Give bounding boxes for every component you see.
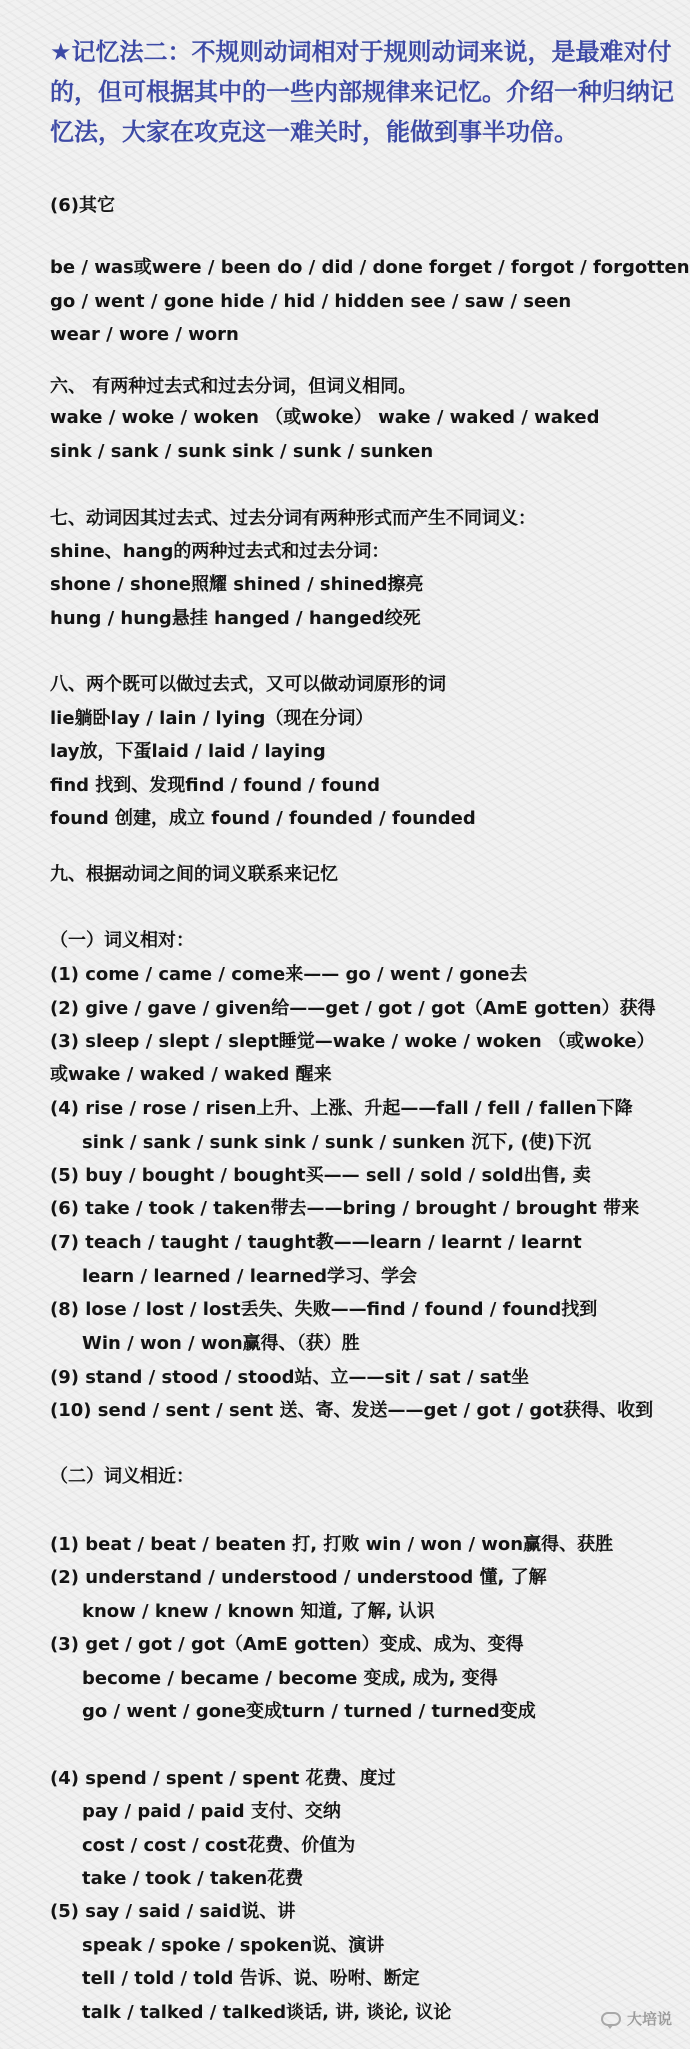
text-line: hung / hung悬挂 hanged / hanged绞死: [50, 608, 421, 629]
text-line: wear / wore / worn: [50, 324, 239, 345]
text-line: (10) send / sent / sent 送、寄、发送——get / got / got获得、收到: [50, 1400, 654, 1421]
watermark: [601, 2008, 672, 2029]
text-line: know / knew / known 知道, 了解, 认识: [82, 1601, 435, 1622]
text-line: 七、动词因其过去式、过去分词有两种形式而产生不同词义：: [50, 508, 536, 529]
text-line: 或wake / waked / waked 醒来: [50, 1064, 332, 1085]
text-line: (6)其它: [50, 195, 115, 216]
text-line: tell / told / told 告诉、说、吩咐、断定: [82, 1968, 420, 1989]
text-line: find 找到、发现find / found / found: [50, 775, 380, 796]
text-line: talk / talked / talked谈话, 讲, 谈论, 议论: [82, 2002, 452, 2023]
text-line: lie躺卧lay / lain / lying（现在分词）: [50, 708, 374, 729]
text-line: (3) get / got / got（AmE gotten）变成、成为、变得: [50, 1634, 524, 1655]
text-line: wake / woke / woken （或woke） wake / waked / waked: [50, 407, 600, 428]
text-line: (2) understand / understood / understood 懂, 了解: [50, 1567, 547, 1588]
text-line: Win / won / won赢得、（获）胜: [82, 1333, 360, 1354]
text-line: pay / paid / paid 支付、交纳: [82, 1801, 341, 1822]
text-line: 六、 有两种过去式和过去分词，但词义相同。: [50, 376, 417, 397]
text-line: go / went / gone变成turn / turned / turned变成: [82, 1701, 536, 1722]
text-line: (8) lose / lost / lost丢失、失败——find / found / found找到: [50, 1299, 598, 1320]
text-line: shine、hang的两种过去式和过去分词：: [50, 541, 390, 562]
text-line: （一）词义相对：: [50, 930, 194, 951]
intro-paragraph: ★记忆法二：不规则动词相对于规则动词来说，是最难对付的，但可根据其中的一些内部规律来记忆。介绍一种归纳记忆法，大家在攻克这一难关时，能做到事半功倍。: [50, 38, 674, 146]
chat-bubble-icon: [601, 2012, 621, 2026]
text-line: sink / sank / sunk sink / sunk / sunken 沉下, (使)下沉: [82, 1132, 591, 1153]
text-line: be / was或were / been do / did / done forget / forgot / forgotten: [50, 257, 690, 278]
text-line: (5) say / said / said说、讲: [50, 1901, 296, 1922]
text-line: (4) spend / spent / spent 花费、度过: [50, 1768, 396, 1789]
text-line: go / went / gone hide / hid / hidden see / saw / seen: [50, 291, 572, 312]
text-line: shone / shone照耀 shined / shined擦亮: [50, 574, 424, 595]
text-line: (3) sleep / slept / slept睡觉—wake / woke / woken （或woke）: [50, 1031, 655, 1052]
text-line: （二）词义相近：: [50, 1466, 194, 1487]
text-line: take / took / taken花费: [82, 1868, 304, 1889]
text-line: (1) come / came / come来—— go / went / gone去: [50, 964, 528, 985]
text-line: become / became / become 变成, 成为, 变得: [82, 1668, 498, 1689]
text-line: 八、两个既可以做过去式，又可以做动词原形的词: [50, 674, 446, 695]
text-line: lay放，下蛋laid / laid / laying: [50, 741, 326, 762]
text-line: cost / cost / cost花费、价值为: [82, 1835, 356, 1856]
text-line: (2) give / gave / given给——get / got / got（AmE gotten）获得: [50, 998, 656, 1019]
text-line: speak / spoke / spoken说、演讲: [82, 1935, 385, 1956]
text-line: (4) rise / rose / risen上升、上涨、升起——fall / fell / fallen下降: [50, 1098, 633, 1119]
watermark-text: 大培说: [626, 2010, 672, 2028]
text-line: (1) beat / beat / beaten 打, 打败 win / won / won赢得、获胜: [50, 1534, 614, 1555]
text-line: (7) teach / taught / taught教——learn / learnt / learnt: [50, 1232, 582, 1253]
text-line: (6) take / took / taken带去——bring / brought / brought 带来: [50, 1198, 640, 1219]
text-line: found 创建，成立 found / founded / founded: [50, 808, 476, 829]
text-line: 九、根据动词之间的词义联系来记忆: [50, 864, 338, 885]
text-line: learn / learned / learned学习、学会: [82, 1266, 418, 1287]
text-line: (5) buy / bought / bought买—— sell / sold / sold出售, 卖: [50, 1165, 591, 1186]
text-line: sink / sank / sunk sink / sunk / sunken: [50, 441, 434, 462]
text-line: (9) stand / stood / stood站、立——sit / sat / sat坐: [50, 1367, 530, 1388]
